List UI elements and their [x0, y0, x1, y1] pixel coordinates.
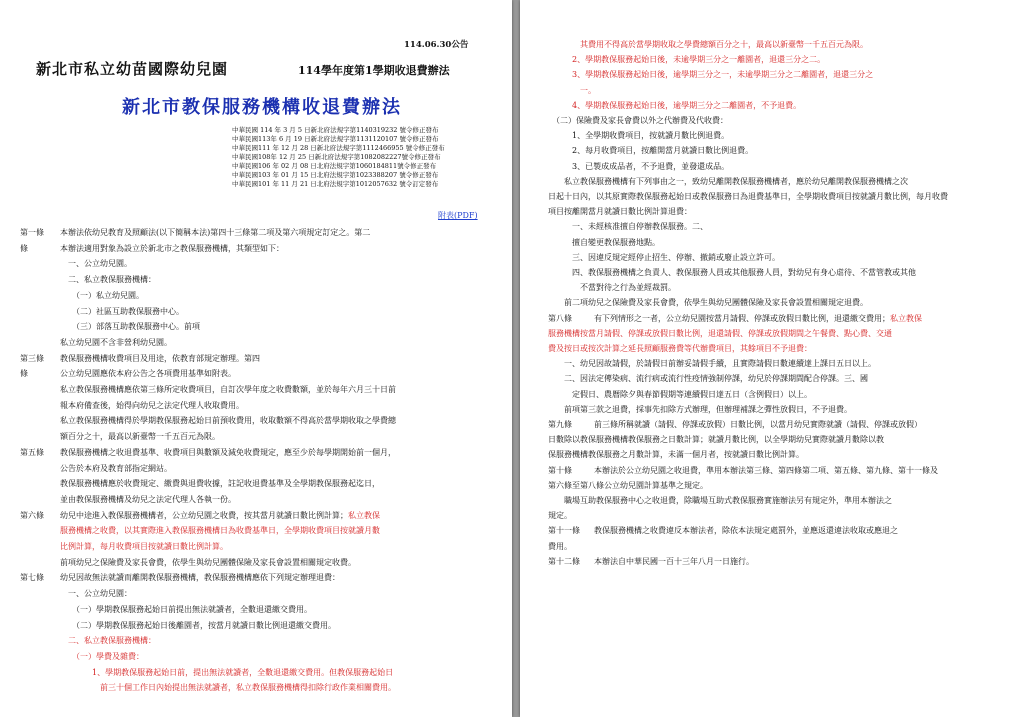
article-number: 第九條 [548, 420, 572, 429]
line-text: 日起十日內，以其原實際教保服務起始日或教保服務日為退費基準日，全學期收費項目按就讀月數比例，每月收費 [548, 192, 948, 201]
document-line [20, 652, 144, 662]
document-line [548, 390, 812, 400]
document-line [20, 668, 393, 678]
document-line [20, 338, 172, 348]
document-line [548, 466, 938, 476]
line-text: 本辦法自中華民國一百十三年八月一日施行。 [594, 556, 754, 566]
document-line [20, 464, 172, 474]
document-line [548, 253, 780, 263]
article-number: 第八條 [548, 313, 572, 323]
line-text: 1、全學期收費項目，按就讀月數比例退費。 [548, 131, 730, 141]
announcement-line: 中華民國111 年 12 月 28 日新北府法規字第1112466955 號令修正發布 [232, 144, 445, 152]
article-number: 第一條 [20, 228, 44, 237]
line-text: 前項第三款之退費，採事先扣除方式辦理，但辦理補課之彈性放假日，不予退費。 [548, 404, 852, 414]
line-text: 2、學期教保服務起始日後，未逾學期三分之一離園者，退還三分之二。 [548, 55, 826, 65]
line-text: 二、因法定傳染病、流行病或流行性疫情強制停課，幼兒於停課期間配合停課。三、國 [548, 374, 868, 384]
line-text: （二）社區互助教保服務中心。 [60, 306, 184, 316]
document-line [20, 244, 284, 254]
document-line [548, 101, 801, 111]
announcement-line: 中華民國108年 12 月 25 日新北府法規字第1082082227號令修正發布 [232, 153, 441, 161]
document-line [20, 589, 132, 599]
document-line [548, 298, 868, 308]
document-line [20, 511, 380, 521]
article-number: 條 [20, 369, 28, 379]
line-text: 一、公立幼兒園。 [60, 259, 132, 269]
line-text: 本辦法於公立幼兒園之收退費，準用本辦法第三條、第四條第二項、第五條、第九條、第十一條及 [594, 465, 938, 475]
document-line [20, 636, 156, 646]
document-line [548, 359, 876, 369]
document-line [548, 177, 908, 187]
line-text: 比例計算，每月收費項目按就讀日數比例計算。 [60, 542, 228, 551]
line-text: 擅自變更教保服務地點。 [548, 237, 660, 247]
line-text: 教保服務機構之收退費基準、收費項目與數額及減免收費規定，應至少於每學期開始前一個月， [60, 447, 396, 457]
line-text: 幼兒因故無法就讀而離開教保服務機構，教保服務機構應依下列規定辦理退費： [60, 573, 340, 583]
document-page-left [0, 0, 512, 717]
document-line [548, 450, 804, 460]
line-text: （二）保險費及家長會費以外之代辦費及代收費： [548, 116, 728, 125]
article-number: 第十條 [548, 465, 572, 475]
school-name: 新北市私立幼苗國際幼兒園 [36, 60, 229, 78]
document-line [20, 322, 200, 332]
document-line [548, 511, 572, 521]
document-line [20, 526, 380, 536]
line-text: 前三條所稱就讀（請假、停課或放假）日數比例，以當月幼兒實際就讀（請假、停課或放假） [594, 420, 922, 429]
article-number: 第七條 [20, 573, 44, 583]
document-line [20, 259, 132, 269]
document-line [548, 86, 596, 96]
line-text: （三）部落互助教保服務中心。前項 [60, 322, 200, 332]
document-line [548, 314, 922, 324]
line-text: 項目按離開當月就讀日數比例計算退費： [548, 207, 692, 217]
document-line [548, 344, 812, 354]
announcement-line: 中華民國103 年 01 月 15 日北府法規字第1023388207 號令修正發布 [232, 171, 439, 179]
line-text: 一、幼兒因故請假，於請假日前辦妥請假手續，且實際請假日數連續達上課日五日以上。 [548, 359, 876, 369]
line-text: 前二項幼兒之保險費及家長會費，依學生與幼兒團體保險及家長會設置相關規定退費。 [548, 298, 868, 308]
document-line [20, 307, 184, 317]
line-text: 保服務機構教保服務之月數計算，未滿一個月者，按就讀日數比例計算。 [548, 450, 804, 460]
document-line [548, 222, 708, 232]
document-line [548, 192, 948, 202]
line-text: 一。 [548, 85, 596, 95]
page-title: 新北市教保服務機構收退費辦法 [122, 97, 402, 118]
document-line [548, 116, 728, 126]
line-text: （一）學費及雜費： [60, 651, 144, 661]
document-line [548, 420, 922, 430]
document-line [20, 683, 396, 693]
line-text: 3、學期教保服務起始日後，逾學期三分之一，未逾學期三分之二離園者，退還三分之 [548, 70, 874, 80]
article-number: 第十二條 [548, 556, 580, 566]
line-text: 報本府備查後，始得向幼兒之法定代理人收取費用。 [60, 400, 244, 410]
line-text: 私立教保服務機構得於學期教保服務起始日前預收費用，收取數額不得高於當學期收取之學費總 [60, 416, 396, 426]
document-line [20, 448, 396, 458]
document-line [20, 621, 336, 631]
line-text: 本辦法依幼兒教育及照顧法(以下簡稱本法)第四十三條第二項及第六項規定訂定之。第二 [60, 228, 371, 237]
line-text: 費及按日或按次計算之延長照顧服務費等代辦費項目，其餘項目不予退費： [548, 344, 812, 353]
semester-plan-title: 114學年度第1學期收退費辦法 [298, 64, 450, 77]
document-line [20, 416, 396, 426]
document-line [548, 481, 708, 491]
document-line [548, 526, 898, 536]
line-text: 私立幼兒園不含非營利幼兒園。 [60, 337, 172, 347]
document-line [20, 369, 236, 379]
document-line [548, 131, 729, 141]
document-line [548, 268, 916, 278]
document-line [548, 70, 873, 80]
document-line [548, 329, 892, 339]
document-line [20, 605, 312, 615]
document-line [20, 385, 396, 395]
line-text: 私立教保服務機構應依第三條所定收費項目，自訂次學年度之收費數額，並於每年六月三十日前 [60, 385, 396, 394]
document-line [20, 401, 244, 411]
line-text: 私立教保服務機構有下列事由之一，致幼兒離開教保服務機構者，應於幼兒離開教保服務機構之次 [548, 176, 908, 186]
announcement-date: 114.06.30公告 [404, 40, 469, 50]
document-line [548, 557, 754, 567]
line-text: 教保服務機構應於收費規定、繳費與退費收據，註記收退費基準及全學期教保服務起迄日， [60, 479, 380, 489]
document-line [548, 146, 753, 156]
line-text: 二、私立教保服務機構： [60, 636, 156, 646]
document-line [548, 207, 692, 217]
line-text: 職場互助教保服務中心之收退費，除職場互助式教保服務實施辦法另有規定外，準用本辦法之 [548, 496, 892, 505]
document-line [548, 374, 868, 384]
document-line [20, 479, 380, 489]
line-text: 幼兒中途進入教保服務機構者，公立幼兒園之收費，按其當月就讀日數比例計算；私立教保 [60, 510, 380, 520]
line-text: 教保服務機構收費項目及用途，依教育部規定辦理。第四 [60, 353, 260, 363]
line-text: （二）學期教保服務起始日後離園者，按當月就讀日數比例退還繳交費用。 [60, 620, 336, 630]
announcement-line: 中華民國 114 年 3 月 5 日新北府法規字第1140319232 號令修正發布 [232, 126, 439, 134]
line-text: 一、公立幼兒園： [60, 589, 132, 599]
line-text: 一、未經核准擅自停辦教保服務。二、 [548, 222, 708, 232]
attachment-pdf-link[interactable]: 附表(PDF) [438, 211, 478, 220]
document-line [20, 354, 260, 364]
line-text: 服務機構按當月請假、停課或放假日數比例，退還請假、停課或放假期間之午餐費、點心費、交通 [548, 328, 892, 338]
line-text: 前項幼兒之保險費及家長會費，依學生與幼兒團體保險及家長會設置相關規定收費。 [60, 557, 356, 567]
document-line [548, 542, 572, 552]
line-text: （一）學期教保服務起始日前提出無法就讀者，全數退還繳交費用。 [60, 604, 312, 614]
line-text: 3、已製成成品者，不予退費，並發還成品。 [548, 161, 730, 171]
article-number: 第六條 [20, 510, 44, 520]
document-page-right [520, 0, 1032, 717]
line-text: 四、教保服務機構之負責人、教保服務人員或其他服務人員，對幼兒有身心虐待、不當管教或其他 [548, 268, 916, 277]
line-text: 公立幼兒園應依本府公告之各項費用基準如附表。 [60, 369, 236, 379]
document-line [548, 40, 868, 50]
announcement-line: 中華民國113年 6 月 19 日新北府法規字第1131120107 號令修正發布 [232, 135, 439, 143]
line-text: 1、學期教保服務起始日前，提出無法就讀者，全數退還繳交費用。但教保服務起始日 [60, 667, 394, 677]
line-text: 二、私立教保服務機構： [60, 275, 156, 285]
announcement-line: 中華民國106 年 02 月 08 日北府法規字第1060184811號令修正發布 [232, 162, 437, 170]
line-text: 有下列情形之一者，公立幼兒園按當月請假、停課或放假日數比例，退還繳交費用；私立教保 [594, 313, 922, 323]
line-text: 並由教保服務機構及幼兒之法定代理人各執一份。 [60, 494, 236, 504]
line-text: 日數除以教保服務機構教保服務之日數計算；就讀月數比例，以全學期幼兒實際就讀月數除以教 [548, 435, 884, 445]
article-number: 第三條 [20, 353, 44, 363]
line-text: 前三十個工作日內始提出無法就讀者，私立教保服務機構得扣除行政作業相關費用。 [60, 683, 396, 693]
line-text: 不當對待之行為並經裁罰。 [548, 283, 676, 293]
announcement-line: 中華民國101 年 11 月 21 日北府法規字第1012057632 號令訂定發布 [232, 180, 439, 188]
line-text: 4、學期教保服務起始日後，逾學期三分之二離園者，不予退費。 [548, 100, 802, 110]
document-line [20, 291, 144, 301]
line-text: 額百分之十，最高以新臺幣一千五百元為限。 [60, 432, 220, 442]
line-text: 規定。 [548, 511, 572, 521]
document-line [20, 495, 236, 505]
document-line [548, 435, 884, 445]
line-text: 2、每月收費項目，按離開當月就讀日數比例退費。 [548, 146, 754, 156]
document-line [548, 55, 825, 65]
document-line [548, 283, 676, 293]
article-number: 第十一條 [548, 526, 580, 536]
line-text: 第六條至第八條公立幼兒園計算基準之規定。 [548, 480, 708, 490]
document-line [20, 558, 356, 568]
line-text: 本辦法適用對象為設立於新北市之教保服務機構，其類型如下： [60, 243, 284, 253]
document-line [548, 162, 729, 172]
line-text: （一）私立幼兒園。 [60, 290, 144, 300]
line-text: 其費用不得高於當學期收取之學費總額百分之十，最高以新臺幣一千五百元為限。 [548, 40, 868, 49]
announcement-list [232, 126, 445, 189]
document-line [20, 542, 228, 552]
document-line [20, 432, 220, 442]
line-text: 定假日、農曆除夕與春節假期等連續假日達五日（含例假日）以上。 [548, 389, 812, 399]
document-line [548, 405, 852, 415]
line-text: 公告於本府及教育部指定網站。 [60, 463, 172, 473]
document-line [20, 275, 156, 285]
document-line [20, 573, 340, 583]
line-text: 三、因違反規定經停止招生、停辦、撤銷或廢止設立許可。 [548, 252, 780, 262]
article-number: 條 [20, 243, 28, 253]
document-line [20, 228, 370, 238]
document-line [548, 496, 892, 506]
line-text: 服務機構之收費，以其實際進入教保服務機構日為收費基準日，全學期收費項目按就讀月數 [60, 526, 380, 536]
line-text: 費用。 [548, 541, 572, 551]
article-number: 第五條 [20, 447, 44, 457]
line-text: 教保服務機構之收費違反本辦法者，除依本法規定處罰外，並應返還違法收取或應退之 [594, 526, 898, 536]
document-line [548, 238, 660, 248]
